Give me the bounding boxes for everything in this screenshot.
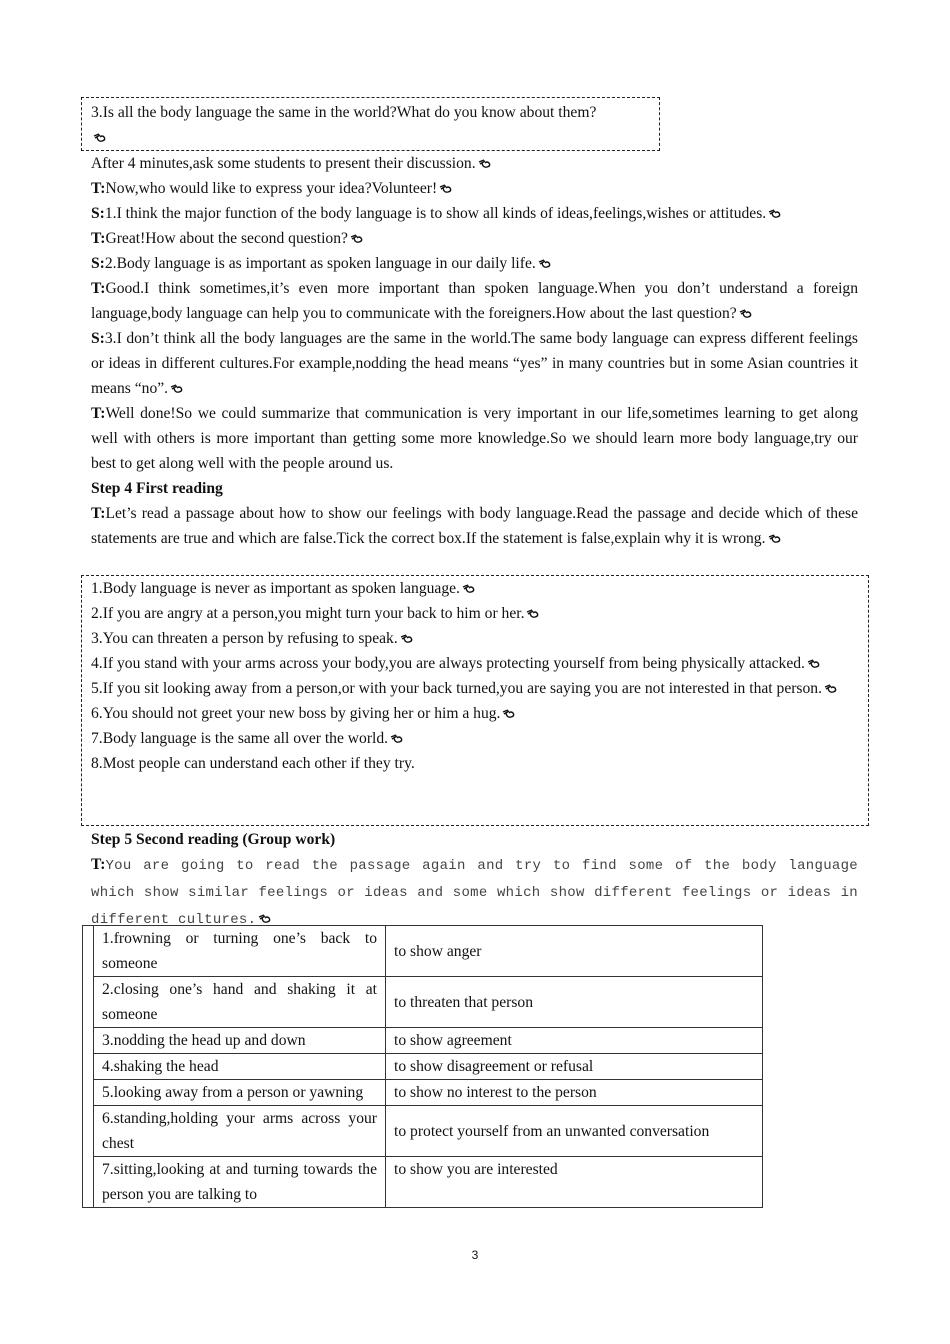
table-row: 1.frowning or turning one’s back to someone to show anger: [83, 926, 763, 977]
paragraph-mark-icon: [350, 234, 364, 244]
step5-heading: Step 5 Second reading (Group work): [91, 831, 336, 848]
dialogue-line: T:Well done!So we could summarize that communication is very important in our life,sometimes learning to get along well with others is more important than getting some more knowledge.So we should learn more body language,try our best to get along well with the people around us.: [91, 405, 858, 472]
table-row: 5.looking away from a person or yawning to show no interest to the person: [83, 1080, 763, 1106]
paragraph-mark-icon: [439, 184, 453, 194]
statement: 3.You can threaten a person by refusing to speak.: [91, 626, 858, 651]
paragraph-mark-icon: [478, 159, 492, 169]
paragraph-mark-icon: [807, 659, 821, 669]
statement: 8.Most people can understand each other if they try.: [91, 755, 415, 772]
intro-text: After 4 minutes,ask some students to present their discussion.: [91, 151, 858, 176]
statement: 2.If you are angry at a person,you might turn your back to him or her.: [91, 601, 858, 626]
dialogue-line: T:Great!How about the second question?: [91, 226, 858, 251]
question-3: 3.Is all the body language the same in the world?What do you know about them?: [91, 100, 651, 150]
step5-instructions: T:You are going to read the passage again and try to find some of the body language which show similar feelings or ideas and some which show different feelings or ideas in different cultures.: [91, 856, 858, 928]
paragraph-mark-icon: [538, 259, 552, 269]
step5: [91, 827, 858, 933]
statement: 1.Body language is never as important as spoken language.: [91, 576, 858, 601]
statement: 4.If you stand with your arms across your body,you are always protecting yourself from being physically attacked.: [91, 651, 858, 676]
paragraph-mark-icon: [390, 734, 404, 744]
paragraph-mark-icon: [462, 584, 476, 594]
table-row: 3.nodding the head up and down to show agreement: [83, 1028, 763, 1054]
paragraph-mark-icon: [400, 634, 414, 644]
dialogue-line: T:Now,who would like to express your idea?Volunteer!: [91, 176, 858, 201]
paragraph-mark-icon: [93, 133, 107, 143]
table-row: 2.closing one’s hand and shaking it at someone to threaten that person: [83, 977, 763, 1028]
dialogue-line: T:Good.I think sometimes,it’s even more important than spoken language.When you don’t understand a foreign language,body language can help you to communicate with the foreigners.How about the last question?: [91, 280, 858, 322]
paragraph-mark-icon: [170, 384, 184, 394]
statement: 7.Body language is the same all over the world.: [91, 726, 858, 751]
statement: 5.If you sit looking away from a person,or with your back turned,you are saying you are not interested in that person.: [91, 676, 858, 701]
statements-list: [91, 576, 858, 776]
step4-heading: Step 4 First reading: [91, 480, 223, 497]
paragraph-mark-icon: [768, 209, 782, 219]
paragraph-mark-icon: [502, 709, 516, 719]
table-row: 6.standing,holding your arms across your chest to protect yourself from an unwanted conversation: [83, 1106, 763, 1157]
step4-instructions: T:Let’s read a passage about how to show our feelings with body language.Read the passage and decide which of these statements are true and which are false.Tick the correct box.If the statement is false,explain why it is wrong.: [91, 505, 858, 547]
statement: 6.You should not greet your new boss by giving her or him a hug.: [91, 701, 858, 726]
paragraph-mark-icon: [768, 534, 782, 544]
dialogue-line: S:2.Body language is as important as spoken language in our daily life.: [91, 251, 858, 276]
table-row: 4.shaking the head to show disagreement or refusal: [83, 1054, 763, 1080]
paragraph-mark-icon: [526, 609, 540, 619]
dialogue-line: S:3.I don’t think all the body languages are the same in the world.The same body language can express different feelings or ideas in different cultures.For example,nodding the head means “yes” in many countries but in some Asian countries it means “no”.: [91, 330, 858, 397]
dialogue: [91, 176, 858, 551]
paragraph-mark-icon: [258, 914, 272, 924]
paragraph-mark-icon: [824, 684, 838, 694]
page-number: 3: [471, 1248, 479, 1262]
dialogue-line: S:1.I think the major function of the body language is to show all kinds of ideas,feelings,wishes or attitudes.: [91, 201, 858, 226]
paragraph-mark-icon: [739, 309, 753, 319]
body-language-table: [82, 925, 763, 1208]
table-row: 7.sitting,looking at and turning towards the person you are talking to to show you are interested: [83, 1157, 763, 1208]
